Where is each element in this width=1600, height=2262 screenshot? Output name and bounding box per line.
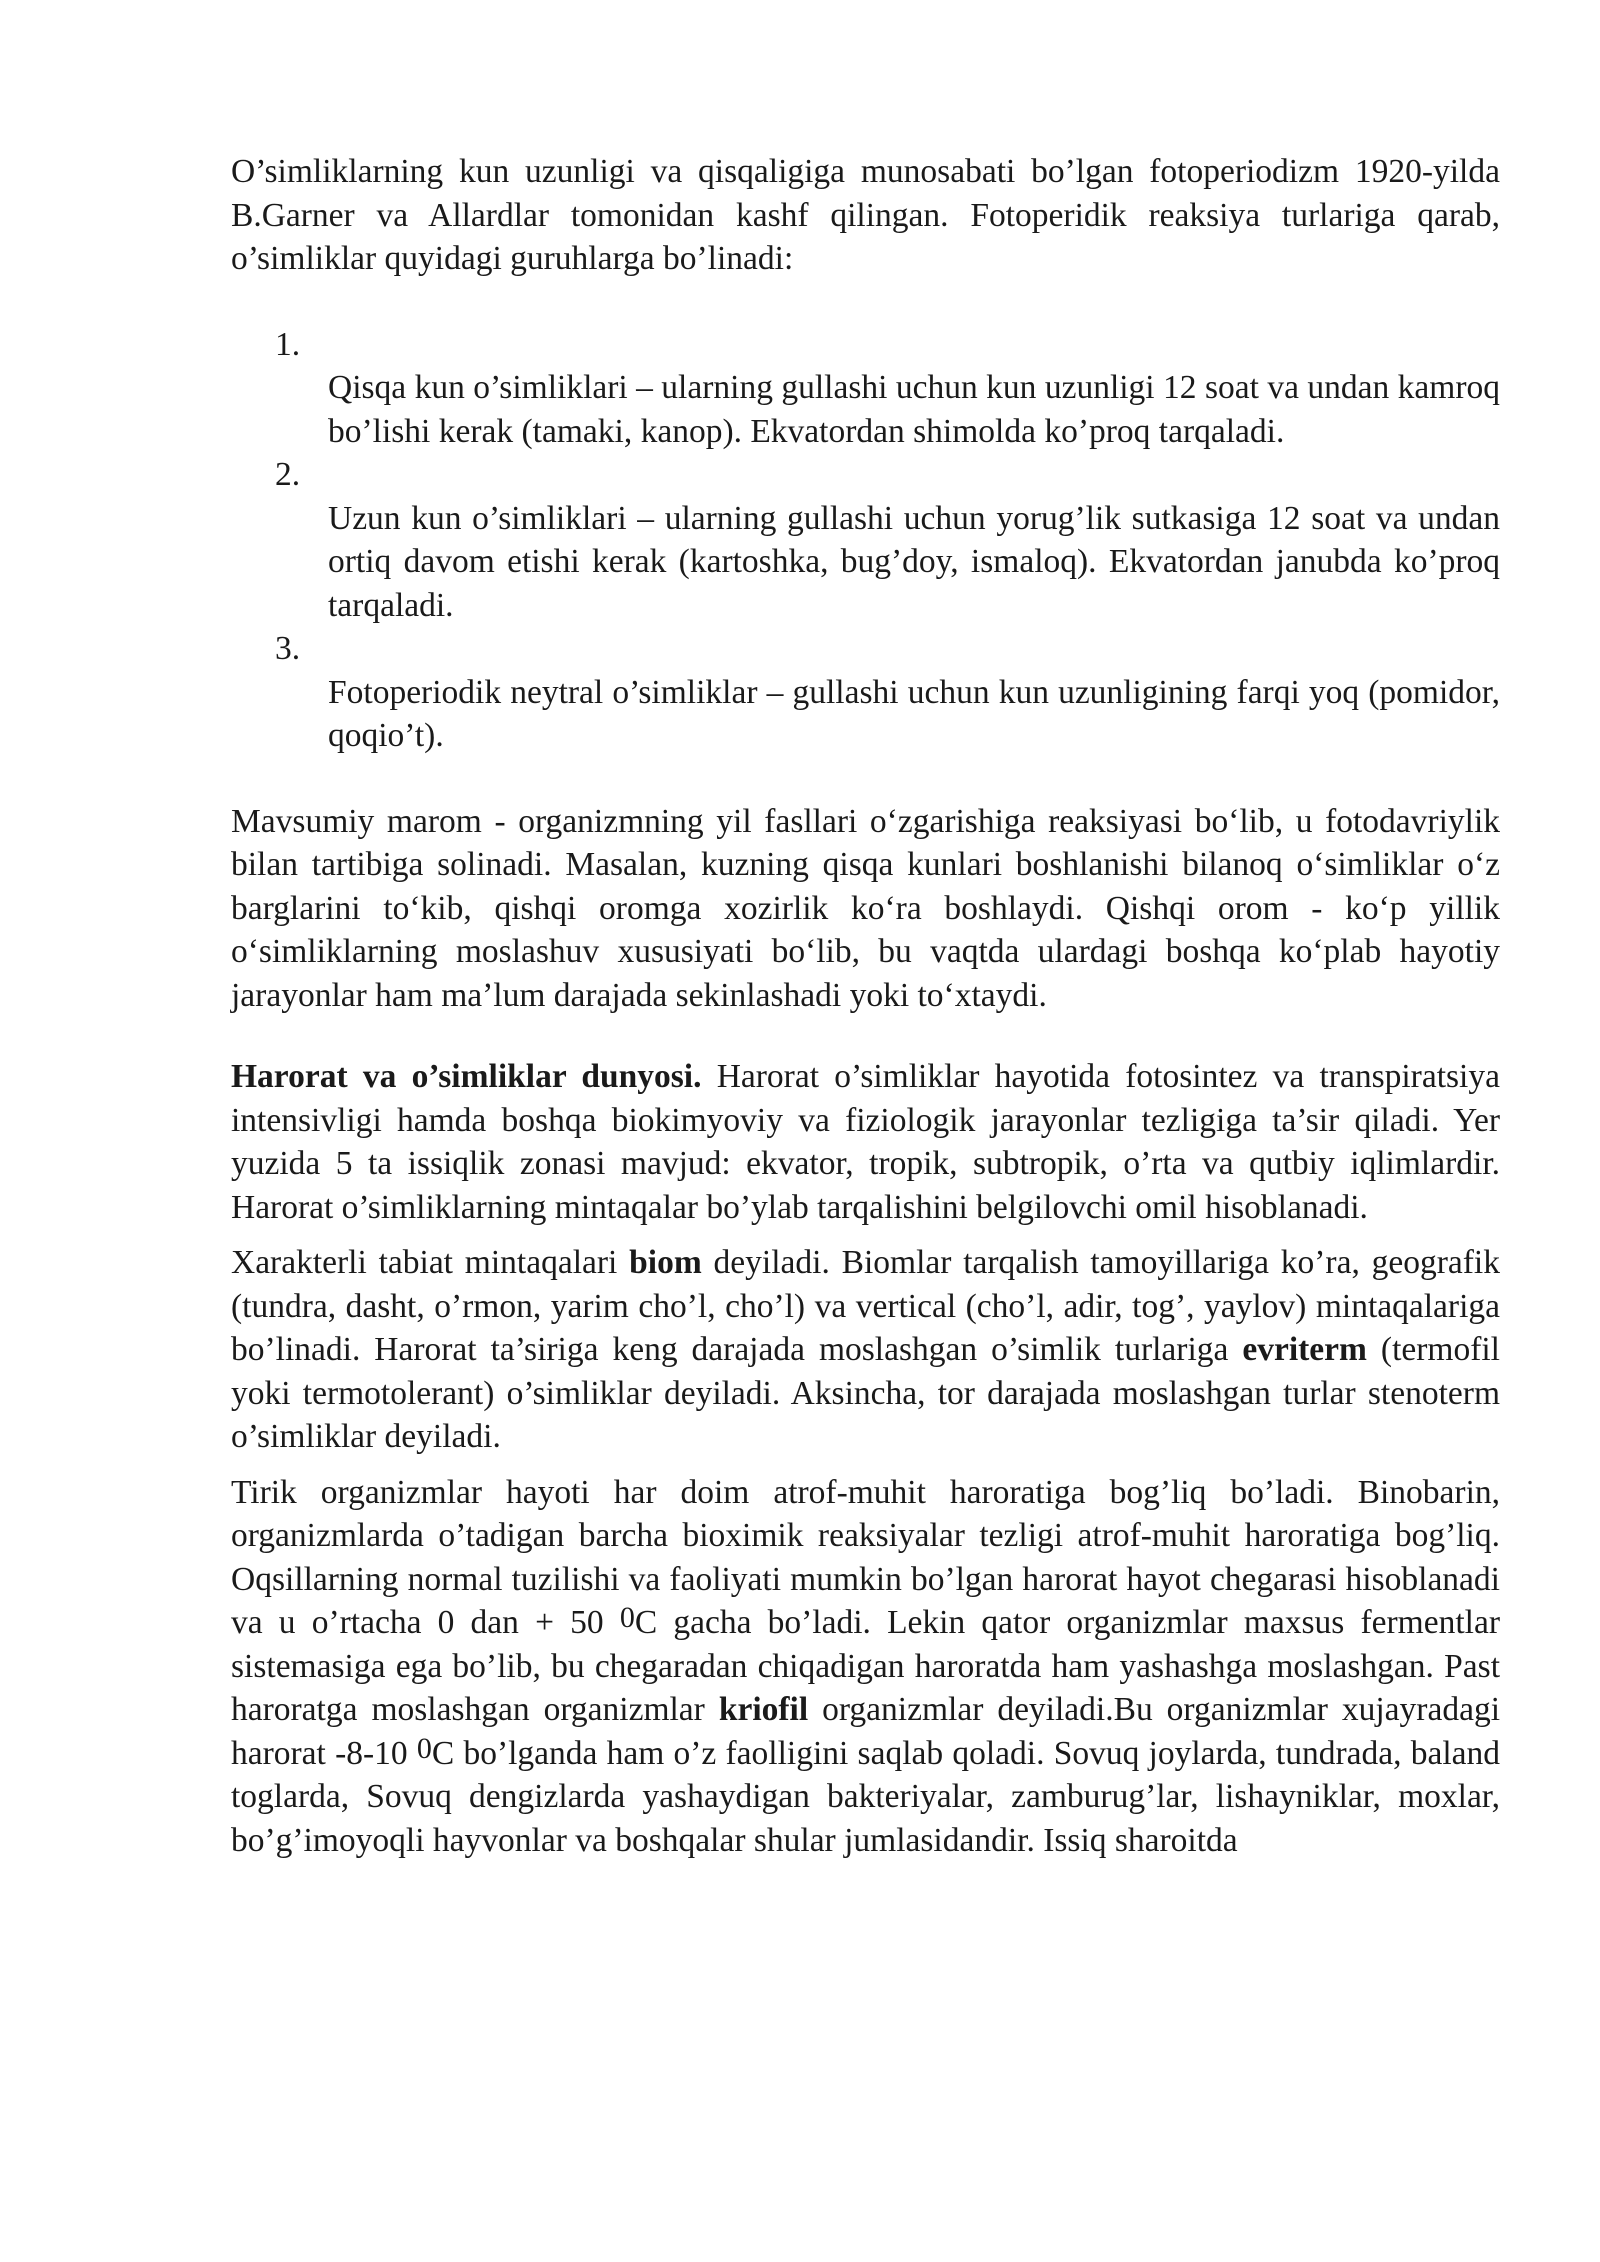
- term-biom: biom: [629, 1244, 702, 1281]
- list-item-text: Fotoperiodik neytral o’simliklar – gullashi uchun kun uzunligining farqi yoq (pomidor, qoqio’t).: [328, 673, 1500, 754]
- biome-text-3: (termofil yoki termotolerant) o’simliklar deyiladi. Aksincha, tor darajada moslashgan turlar stenoterm o’simliklar deyiladi.: [231, 1331, 1500, 1455]
- organisms-text-2: C gacha bo’ladi. Lekin qator organizmlar maxsus fermentlar sistemasiga ega bo’lib, bu chegaradan chiqadigan haroratda ham yashashga moslashgan. Past haroratga moslashgan organizmlar: [231, 1604, 1500, 1728]
- degree-superscript: 0: [416, 1731, 432, 1765]
- list-item-number: 3.: [275, 630, 301, 667]
- organisms-text-3: organizmlar deyiladi.Bu organizmlar xujayradagi harorat -8-10: [231, 1691, 1501, 1772]
- list-item: [231, 627, 1500, 758]
- organisms-text-1: Tirik organizmlar hayoti har doim atrof-muhit haroratiga bog’liq bo’ladi. Binobarin, organizmlarda o’tadigan barcha bioximik reaksiyalar tezligi atrof-muhit haroratiga bog’liq. Oqsillarning normal tuzilishi va faoliyati mumkin bo’lgan harorat hayot chegarasi hisoblanadi va u o’rtacha 0 dan + 50: [231, 1473, 1500, 1641]
- term-kriofil: kriofil: [718, 1691, 809, 1728]
- seasonal-rhythm-paragraph: Mavsumiy marom - organizmning yil fasllari oʻzgarishiga reaksiyasi boʻlib, u fotodavriylik bilan tartibiga solinadi. Masalan, kuzning qisqa kunlari boshlanishi bilanoq oʻsimliklar oʻz barglarini toʻkib, qishqi oromga xozirlik koʻra boshlaydi. Qishqi orom - koʻp yillik oʻsimliklarning moslashuv xususiyati boʻlib, bu vaqtda ulardagi boshqa koʻplab hayotiy jarayonlar ham maʼlum darajada sekinlashadi yoki toʻxtaydi.: [231, 802, 1500, 1014]
- list-item-number: 2.: [275, 456, 301, 493]
- biome-paragraph: [231, 1241, 1500, 1459]
- biome-text-1: Xarakterli tabiat mintaqalari: [231, 1244, 630, 1281]
- temperature-paragraph: [231, 1055, 1500, 1229]
- plant-groups-list: [231, 323, 1500, 758]
- list-item: [231, 323, 1500, 454]
- document-page: [231, 150, 1500, 1862]
- degree-superscript: 0: [619, 1601, 635, 1634]
- list-item: [231, 453, 1500, 627]
- organisms-text-4: C bo’lganda ham o’z faolligini saqlab qoladi. Sovuq joylarda, tundrada, baland toglarda, Sovuq dengizlarda yashaydigan bakteriyalar, zamburug’lar, lishayniklar, moxlar, bo’g’imoyoqli hayvonlar va boshqalar shular jumlasidandir. Issiq sharoitda: [231, 1734, 1500, 1859]
- temperature-text: Harorat o’simliklar hayotida fotosintez va transpiratsiya intensivligi hamda boshqa biokimyoviy va fiziologik jarayonlar tezligiga ta’sir qiladi. Yer yuzida 5 ta issiqlik zonasi mavjud: ekvator, tropik, subtropik, o’rta va qutbiy iqlimlardir. Harorat o’simliklarning mintaqalar bo’ylab tarqalishini belgilovchi omil hisoblanadi.: [231, 1058, 1500, 1226]
- intro-paragraph: O’simliklarning kun uzunligi va qisqaligiga munosabati bo’lgan fotoperiodizm 1920-yilda B.Garner va Allardlar tomonidan kashf qilingan. Fotoperidik reaksiya turlariga qarab, o’simliklar quyidagi guruhlarga bo’linadi:: [231, 153, 1500, 277]
- term-evriterm: evriterm: [1242, 1331, 1367, 1368]
- organisms-paragraph: [231, 1471, 1500, 1863]
- list-item-text: Uzun kun o’simliklari – ularning gullashi uchun yorug’lik sutkasiga 12 soat va undan ortiq davom etishi kerak (kartoshka, bug’doy, ismaloq). Ekvatordan janubda ko’proq tarqaladi.: [328, 499, 1500, 624]
- list-item-text: Qisqa kun o’simliklari – ularning gullashi uchun kun uzunligi 12 soat va undan kamroq bo’lishi kerak (tamaki, kanop). Ekvatordan shimolda ko’proq tarqaladi.: [328, 369, 1500, 450]
- section-heading: Harorat va o’simliklar dunyosi.: [231, 1058, 702, 1095]
- list-item-number: 1.: [275, 325, 301, 363]
- biome-text-2: deyiladi. Biomlar tarqalish tamoyillariga ko’ra, geografik (tundra, dasht, o’rmon, yarim cho’l, cho’l) va vertical (cho’l, adir, tog’, yaylov) mintaqalariga bo’linadi. Harorat ta’siriga keng darajada moslashgan o’simlik turlariga: [231, 1244, 1500, 1368]
